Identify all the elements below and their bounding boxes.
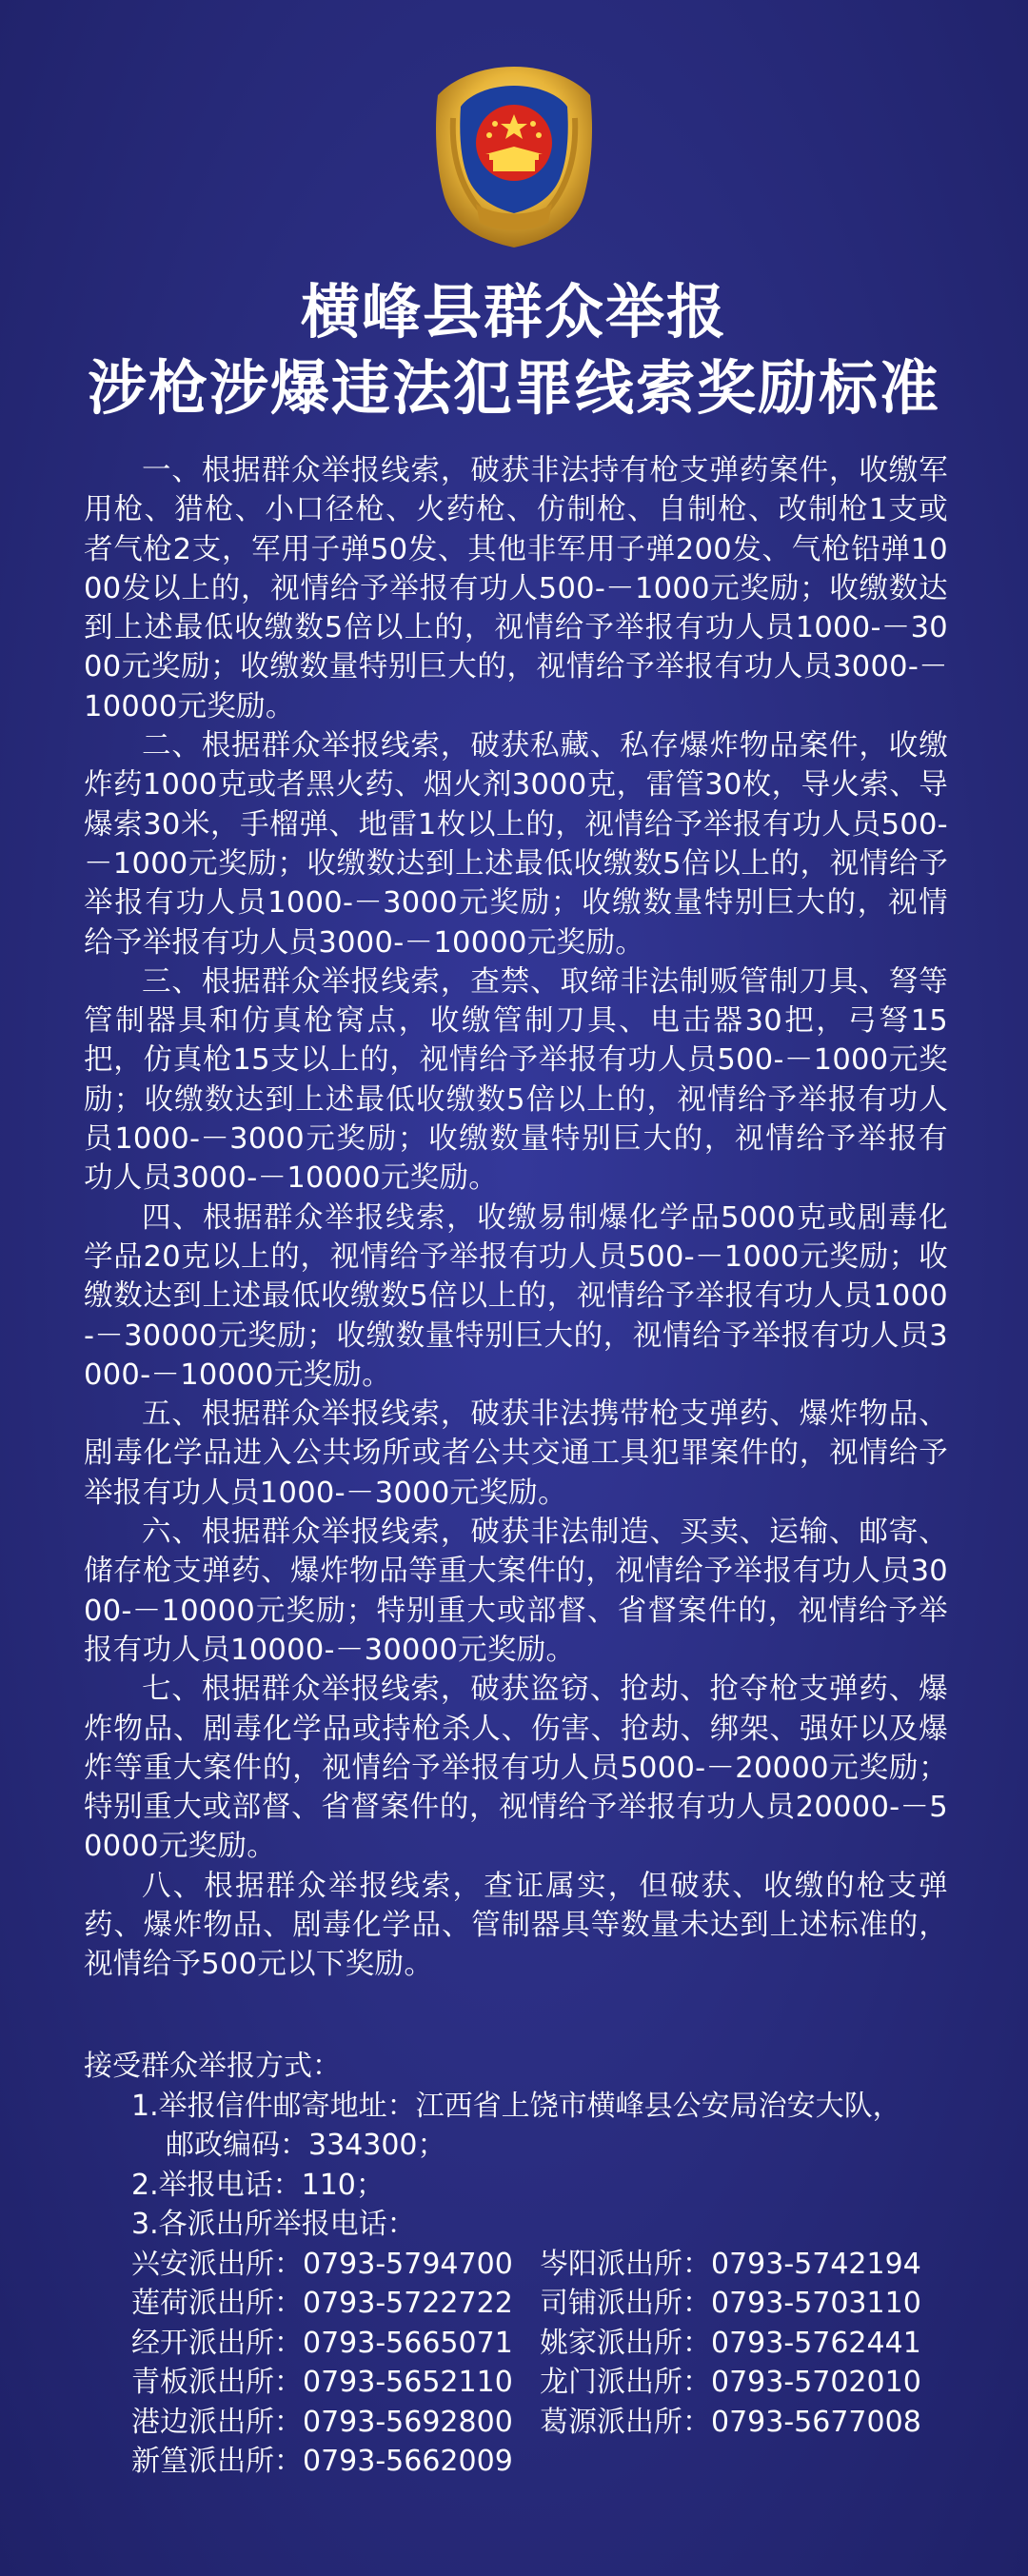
page-title-line2: 涉枪涉爆违法犯罪线索奖励标准 bbox=[87, 353, 940, 423]
rule-5: 五、根据群众举报线索，破获非法携带枪支弹药、爆炸物品、剧毒化学品进入公共场所或者公共交通工具犯罪案件的，视情给予举报有功人员1000-－3000元奖励。 bbox=[84, 1397, 948, 1510]
rule-6: 六、根据群众举报线索，破获非法制造、买卖、运输、邮寄、储存枪支弹药、爆炸物品等重大案件的，视情给予举报有功人员3000-－10000元奖励；特别重大或部督、省督案件的，视情给予举报有功人员10000-－30000元奖励。 bbox=[84, 1516, 948, 1667]
rule-3: 三、根据群众举报线索，查禁、取缔非法制贩管制刀具、弩等管制器具和仿真枪窝点，收缴管制刀具、电击器30把，弓弩15把，仿真枪15支以上的，视情给予举报有功人员500-－1000元奖励；收缴数达到上述最低收缴数5倍以上的，视情给予举报有功人员1000-－3000元奖励；收缴数量特别巨大的，视情给予举报有功人员3000-－10000元奖励。 bbox=[84, 964, 948, 1196]
contact-heading: 接受群众举报方式： bbox=[84, 2050, 341, 2083]
rule-4: 四、根据群众举报线索，收缴易制爆化学品5000克或剧毒化学品20克以上的，视情给予举报有功人员500-－1000元奖励；收缴数达到上述最低收缴数5倍以上的，视情给予举报有功人员1000-－30000元奖励；收缴数量特别巨大的，视情给予举报有功人员3000-－10000元奖励。 bbox=[84, 1200, 948, 1392]
reward-rules bbox=[84, 451, 948, 1985]
rule-2: 二、根据群众举报线索，破获私藏、私存爆炸物品案件，收缴炸药1000克或者黑火药、烟火剂3000克，雷管30枚，导火索、导爆索30米，手榴弹、地雷1枚以上的，视情给予举报有功人员500-－1000元奖励；收缴数达到上述最低收缴数5倍以上的，视情给予举报有功人员1000-－3000元奖励；收缴数量特别巨大的，视情给予举报有功人员3000-－10000元奖励。 bbox=[84, 729, 948, 960]
station-row bbox=[84, 2442, 948, 2482]
station-phone: 莲荷派出所：0793-5722722 bbox=[131, 2287, 513, 2320]
station-phone: 新篁派出所：0793-5662009 bbox=[131, 2445, 513, 2478]
contact-section bbox=[84, 2047, 948, 2482]
page-title-line1: 横峰县群众举报 bbox=[300, 277, 727, 347]
postcode: 邮政编码：334300； bbox=[166, 2129, 446, 2162]
station-phone: 葛源派出所：0793-5677008 bbox=[540, 2405, 921, 2439]
station-row bbox=[84, 2324, 948, 2364]
station-phone: 岑阳派出所：0793-5742194 bbox=[540, 2247, 921, 2281]
station-phone: 龙门派出所：0793-5702010 bbox=[540, 2366, 921, 2399]
station-phone: 司铺派出所：0793-5703110 bbox=[540, 2287, 921, 2320]
police-emblem-icon bbox=[425, 61, 603, 251]
station-phone: 青板派出所：0793-5652110 bbox=[131, 2366, 513, 2399]
station-row bbox=[84, 2245, 948, 2285]
hotline: 2.举报电话：110； bbox=[131, 2168, 385, 2202]
rule-1: 一、根据群众举报线索，破获非法持有枪支弹药案件，收缴军用枪、猎枪、小口径枪、火药枪、仿制枪、自制枪、改制枪1支或者气枪2支，军用子弹50发、其他非军用子弹200发、气枪铅弹1000发以上的，视情给予举报有功人500-－1000元奖励；收缴数达到上述最低收缴数5倍以上的，视情给予举报有功人员1000-－3000元奖励；收缴数量特别巨大的，视情给予举报有功人员3000-－10000元奖励。 bbox=[84, 454, 948, 723]
station-row bbox=[84, 2284, 948, 2324]
rule-8: 八、根据群众举报线索，查证属实，但破获、收缴的枪支弹药、爆炸物品、剧毒化学品、管制器具等数量未达到上述标准的，视情给予500元以下奖励。 bbox=[84, 1869, 948, 1982]
stations-heading: 3.各派出所举报电话： bbox=[131, 2208, 416, 2241]
station-row bbox=[84, 2403, 948, 2443]
station-row bbox=[84, 2363, 948, 2403]
station-phone: 姚家派出所：0793-5762441 bbox=[540, 2326, 921, 2360]
station-phone: 经开派出所：0793-5665071 bbox=[131, 2326, 513, 2360]
rule-7: 七、根据群众举报线索，破获盗窃、抢劫、抢夺枪支弹药、爆炸物品、剧毒化学品或持枪杀人、伤害、抢劫、绑架、强奸以及爆炸等重大案件的，视情给予举报有功人员5000-－20000元奖励；特别重大或部督、省督案件的，视情给予举报有功人员20000-－50000元奖励。 bbox=[84, 1673, 948, 1864]
station-phone: 港边派出所：0793-5692800 bbox=[131, 2405, 513, 2439]
mail-address: 1.举报信件邮寄地址：江西省上饶市横峰县公安局治安大队， bbox=[131, 2089, 901, 2123]
station-phone: 兴安派出所：0793-5794700 bbox=[131, 2247, 513, 2281]
